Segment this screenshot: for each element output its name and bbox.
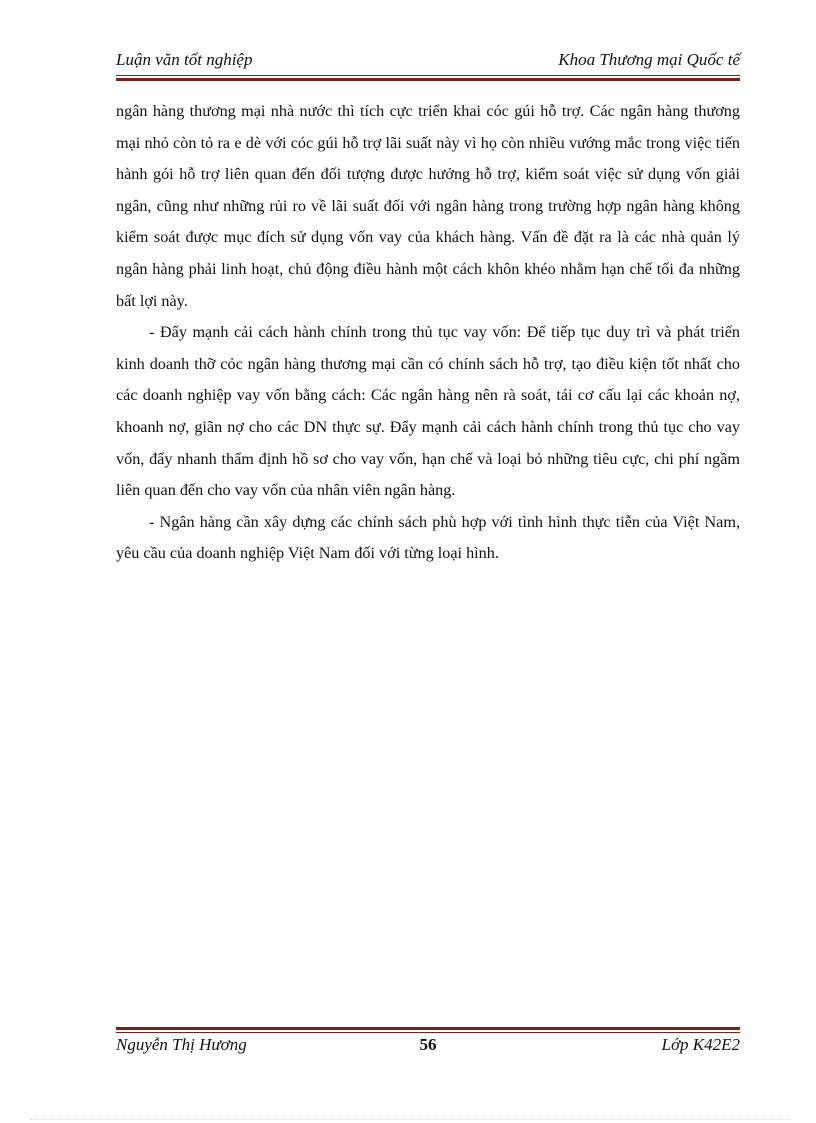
footer-divider: [116, 1027, 740, 1033]
paragraph-3: - Ngân hàng cần xây dựng các chính sách phù hợp với tình hình thực tiễn của Việt Nam, yêu cầu của doanh nghiệp Việt Nam đối với từng loại hình.: [116, 512, 740, 563]
page-bottom-border: [30, 1119, 790, 1120]
page-number: 56: [419, 1035, 437, 1054]
footer-author: Nguyễn Thị Hương: [116, 1035, 247, 1054]
paragraph-1: ngân hàng thương mại nhà nước thì tích cực triển khai cóc gúi hỗ trợ. Các ngân hàng thương mại nhỏ còn tỏ ra e dè với cóc gúi hỗ trợ lãi suất này vì họ còn nhiều vướng mắc trong việc tiến hành gói hỗ trợ liên quan đến đối tượng được hưởng hỗ trợ, kiểm soát việc sử dụng vốn giải ngân, cũng như những rủi ro về lãi suất đối với ngân hàng trong trường hợp ngân hàng không kiểm soát được mục đích sử dụng vốn vay của khách hàng. Vấn đề đặt ra là các nhà quản lý ngân hàng phải linh hoạt, chủ động điều hành một cách khôn khéo nhằm hạn chế tối đa những bất lợi này.: [116, 102, 740, 310]
footer-class: Lớp K42E2: [661, 1035, 740, 1054]
header-thesis-title: Luận văn tốt nghiệp: [116, 50, 253, 69]
header-divider: [116, 75, 740, 81]
page-header: [116, 50, 740, 72]
header-faculty: Khoa Thương mại Quốc tế: [558, 50, 740, 69]
paragraph-2: - Đẩy mạnh cải cách hành chính trong thủ tục vay vốn: Để tiếp tục duy trì và phát triển kinh doanh thỡ cỏc ngân hàng thương mại cần có chính sách hỗ trợ, tạo điều kiện tốt nhất cho các doanh nghiệp vay vốn bằng cách: Các ngân hàng nên rà soát, tái cơ cấu lại các khoản nợ, khoanh nợ, giãn nợ cho các DN thực sự. Đẩy mạnh cải cách hành chính trong thủ tục cho vay vốn, đẩy nhanh thẩm định hồ sơ cho vay vốn, hạn chế và loại bỏ những tiêu cực, chi phí ngầm liên quan đến cho vay vốn của nhân viên ngân hàng.: [116, 323, 740, 500]
body-text: [116, 96, 740, 570]
page-footer: [116, 1035, 740, 1059]
